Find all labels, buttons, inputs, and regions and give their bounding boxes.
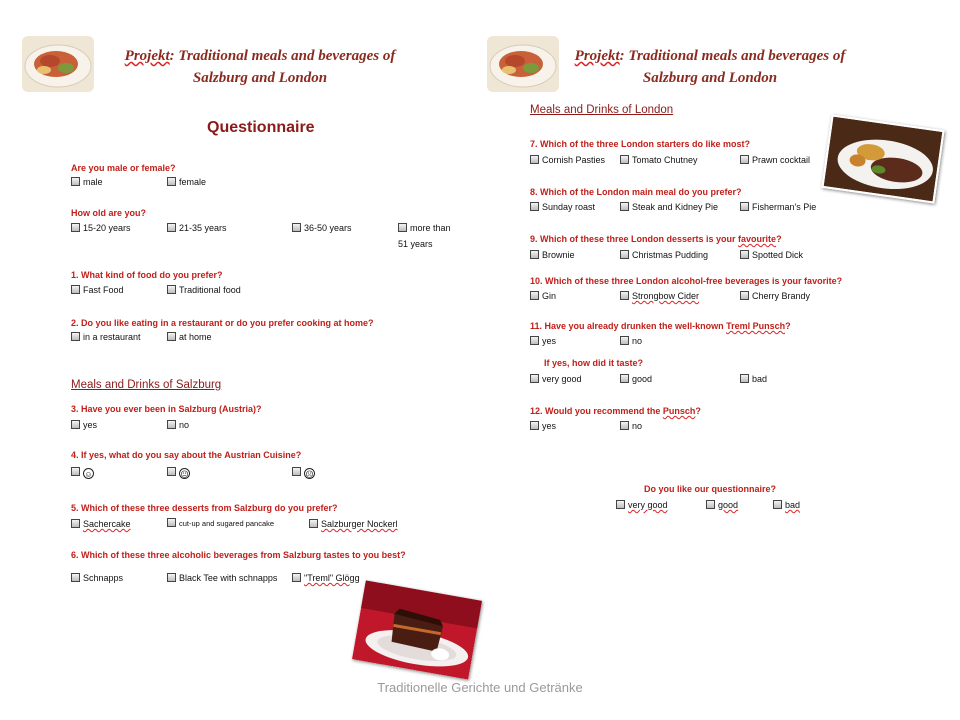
checkbox[interactable]: [167, 467, 176, 476]
checkbox[interactable]: [616, 500, 625, 509]
option-no[interactable]: [167, 419, 189, 431]
option-female[interactable]: [167, 176, 206, 188]
question-2: 2. Do you like eating in a restaurant or do you prefer cooking at home?: [71, 318, 374, 328]
option-fishermans-pie[interactable]: [740, 201, 816, 213]
smiley-sad-icon: ☹: [305, 470, 314, 479]
option-good[interactable]: [706, 499, 738, 511]
header-title-right: [540, 45, 880, 89]
question-9: [530, 234, 782, 244]
question-age: How old are you?: [71, 208, 147, 218]
option-traditional-food[interactable]: [167, 284, 241, 296]
question-12: [530, 406, 701, 416]
question-11b: If yes, how did it taste?: [544, 358, 644, 368]
option-at-home[interactable]: [167, 331, 212, 343]
option-cornish-pasties[interactable]: [530, 154, 605, 166]
option-label: Fast Food: [83, 285, 124, 295]
smiley-neutral-icon: 😐: [180, 470, 189, 479]
option-label: yes: [542, 421, 557, 431]
option-steak-kidney-pie[interactable]: [620, 201, 718, 213]
page-title: Questionnaire: [207, 119, 315, 136]
checkbox[interactable]: [740, 374, 749, 383]
checkbox[interactable]: [398, 223, 407, 232]
option-label: bad: [752, 374, 768, 384]
option-brownie[interactable]: [530, 249, 575, 261]
question-4: 4. If yes, what do you say about the Austrian Cuisine?: [71, 450, 302, 460]
section-london: Meals and Drinks of London: [530, 104, 674, 116]
option-treml-glogg[interactable]: [292, 572, 360, 584]
checkbox[interactable]: [740, 291, 749, 300]
option-label: "Treml" Glögg: [304, 573, 360, 583]
checkbox[interactable]: [530, 155, 539, 164]
checkbox[interactable]: [620, 374, 629, 383]
option-neutral[interactable]: [167, 466, 190, 479]
option-pancake[interactable]: [167, 518, 274, 530]
option-label: Sachercake: [83, 519, 131, 529]
q11-treml-punsch: Treml Punsch: [726, 321, 786, 331]
checkbox[interactable]: [620, 291, 629, 300]
option-label: Tomato Chutney: [632, 155, 698, 165]
option-fast-food[interactable]: [71, 284, 124, 296]
option-label: 15-20 years: [83, 223, 131, 233]
option-label: Prawn cocktail: [752, 155, 811, 165]
option-yes[interactable]: [530, 335, 556, 347]
checkbox[interactable]: [71, 223, 80, 232]
q12-end: ?: [695, 406, 701, 416]
option-label: no: [632, 336, 643, 346]
checkbox[interactable]: [167, 518, 176, 527]
option-no[interactable]: [620, 335, 642, 347]
question-5: 5. Which of these three desserts from Salzburg do you prefer?: [71, 503, 338, 513]
header-food-image-left: [22, 36, 94, 92]
checkbox[interactable]: [706, 500, 715, 509]
checkbox[interactable]: [71, 420, 80, 429]
option-happy[interactable]: [71, 466, 94, 479]
q12-punsch: Punsch: [662, 406, 696, 416]
checkbox[interactable]: [620, 250, 629, 259]
question-gender: Are you male or female?: [71, 163, 176, 173]
option-label: 21-35 years: [179, 223, 227, 233]
option-label: Spotted Dick: [752, 250, 804, 260]
header-line2: Salzburg and London: [642, 70, 778, 86]
checkbox[interactable]: [167, 332, 176, 341]
checkbox[interactable]: [620, 202, 629, 211]
option-restaurant[interactable]: [71, 331, 141, 343]
q11-text: 11. Have you already drunken the well-known: [530, 321, 727, 331]
q9-favourite: favourite: [738, 234, 777, 244]
option-strongbow-cider[interactable]: [620, 290, 699, 302]
option-age-21-35[interactable]: [167, 222, 227, 234]
question-1: 1. What kind of food do you prefer?: [71, 270, 223, 280]
option-sad[interactable]: [292, 466, 315, 479]
question-7: 7. Which of the three London starters do like most?: [530, 139, 751, 149]
option-label: male: [83, 177, 103, 187]
checkbox[interactable]: [530, 374, 539, 383]
option-label: Cherry Brandy: [752, 291, 811, 301]
checkbox[interactable]: [530, 202, 539, 211]
question-10: 10. Which of these three London alcohol-free beverages is your favorite?: [530, 276, 843, 286]
option-label: Sunday roast: [542, 202, 596, 212]
option-label: Strongbow Cider: [632, 291, 700, 301]
option-bad[interactable]: [740, 373, 767, 385]
option-schnapps[interactable]: [71, 572, 123, 584]
header-projekt: Projekt: [124, 48, 170, 64]
checkbox[interactable]: [71, 332, 80, 341]
checkbox[interactable]: [740, 250, 749, 259]
checkbox[interactable]: [71, 467, 80, 476]
question-final: Do you like our questionnaire?: [644, 484, 777, 494]
option-label: cut-up and sugared pancake: [179, 519, 275, 528]
option-age-36-50[interactable]: [292, 222, 352, 234]
checkbox[interactable]: [167, 223, 176, 232]
header-line2: Salzburg and London: [192, 70, 328, 86]
checkbox[interactable]: [530, 336, 539, 345]
option-nockerl[interactable]: [309, 518, 398, 530]
checkbox[interactable]: [167, 177, 176, 186]
checkbox[interactable]: [530, 421, 539, 430]
checkbox[interactable]: [167, 285, 176, 294]
option-age-15-20[interactable]: [71, 222, 131, 234]
header-title-left: [90, 45, 430, 89]
option-label: Cornish Pasties: [542, 155, 606, 165]
option-label: bad: [785, 500, 801, 510]
option-label: at home: [179, 332, 212, 342]
checkbox[interactable]: [530, 250, 539, 259]
option-label: Christmas Pudding: [632, 250, 709, 260]
option-label: no: [179, 420, 190, 430]
option-good[interactable]: [620, 373, 652, 385]
checkbox[interactable]: [71, 285, 80, 294]
option-black-tee[interactable]: [167, 572, 277, 584]
option-label: Schnapps: [83, 573, 124, 583]
option-tomato-chutney[interactable]: [620, 154, 698, 166]
roast-photo: [821, 114, 944, 203]
option-label: Brownie: [542, 250, 575, 260]
checkbox[interactable]: [309, 519, 318, 528]
option-very-good[interactable]: [530, 373, 582, 385]
checkbox[interactable]: [620, 336, 629, 345]
option-very-good[interactable]: [616, 499, 668, 511]
checkbox[interactable]: [620, 155, 629, 164]
option-label: good: [632, 374, 653, 384]
option-label: very good: [542, 374, 582, 384]
option-christmas-pudding[interactable]: [620, 249, 708, 261]
option-sachercake[interactable]: [71, 518, 131, 530]
option-label: female: [179, 177, 207, 187]
option-no[interactable]: [620, 420, 642, 432]
option-age-51plus-line2: 51 years: [398, 239, 433, 249]
question-11: [530, 321, 791, 331]
header-line1: : Traditional meals and beverages of: [169, 48, 396, 64]
option-yes[interactable]: [530, 420, 556, 432]
checkbox[interactable]: [620, 421, 629, 430]
q9-text: 9. Which of these three London desserts is your: [530, 234, 739, 244]
checkbox[interactable]: [167, 573, 176, 582]
option-spotted-dick[interactable]: [740, 249, 803, 261]
option-label: no: [632, 421, 643, 431]
checkbox[interactable]: [167, 420, 176, 429]
option-age-51plus[interactable]: [398, 222, 451, 234]
option-cherry-brandy[interactable]: [740, 290, 810, 302]
option-label: good: [718, 500, 739, 510]
option-label: Traditional food: [179, 285, 241, 295]
checkbox[interactable]: [773, 500, 782, 509]
option-label: in a restaurant: [83, 332, 141, 342]
checkbox[interactable]: [740, 202, 749, 211]
question-8: 8. Which of the London main meal do you prefer?: [530, 187, 742, 197]
cake-photo: [352, 580, 482, 679]
checkbox[interactable]: [292, 573, 301, 582]
checkbox[interactable]: [530, 291, 539, 300]
option-label: Gin: [542, 291, 557, 301]
checkbox[interactable]: [740, 155, 749, 164]
checkbox[interactable]: [292, 467, 301, 476]
option-label: Salzburger Nockerl: [321, 519, 398, 529]
option-label: Steak and Kidney Pie: [632, 202, 719, 212]
header-projekt: Projekt: [574, 48, 620, 64]
option-prawn-cocktail[interactable]: [740, 154, 810, 166]
checkbox[interactable]: [71, 573, 80, 582]
option-male[interactable]: [71, 176, 103, 188]
option-label: yes: [542, 336, 557, 346]
option-label: very good: [628, 500, 668, 510]
option-bad[interactable]: [773, 499, 800, 511]
checkbox[interactable]: [292, 223, 301, 232]
option-label: 36-50 years: [304, 223, 352, 233]
option-label: Black Tee with schnapps: [179, 573, 278, 583]
smiley-happy-icon: ☺: [84, 470, 93, 479]
question-3: 3. Have you ever been in Salzburg (Austria)?: [71, 404, 262, 414]
q12-text: 12. Would you recommend the: [530, 406, 663, 416]
option-sunday-roast[interactable]: [530, 201, 595, 213]
header-line1: : Traditional meals and beverages of: [619, 48, 846, 64]
footer-caption: Traditionelle Gerichte und Getränke: [377, 680, 583, 695]
checkbox[interactable]: [71, 519, 80, 528]
option-gin[interactable]: [530, 290, 556, 302]
option-label: Fisherman's Pie: [752, 202, 817, 212]
q11-end: ?: [785, 321, 791, 331]
question-6: 6. Which of these three alcoholic beverages from Salzburg tastes to you best?: [71, 550, 406, 560]
option-label: yes: [83, 420, 98, 430]
q9-end: ?: [776, 234, 782, 244]
option-label: more than: [410, 223, 451, 233]
option-yes[interactable]: [71, 419, 97, 431]
checkbox[interactable]: [71, 177, 80, 186]
section-salzburg: Meals and Drinks of Salzburg: [71, 379, 222, 391]
